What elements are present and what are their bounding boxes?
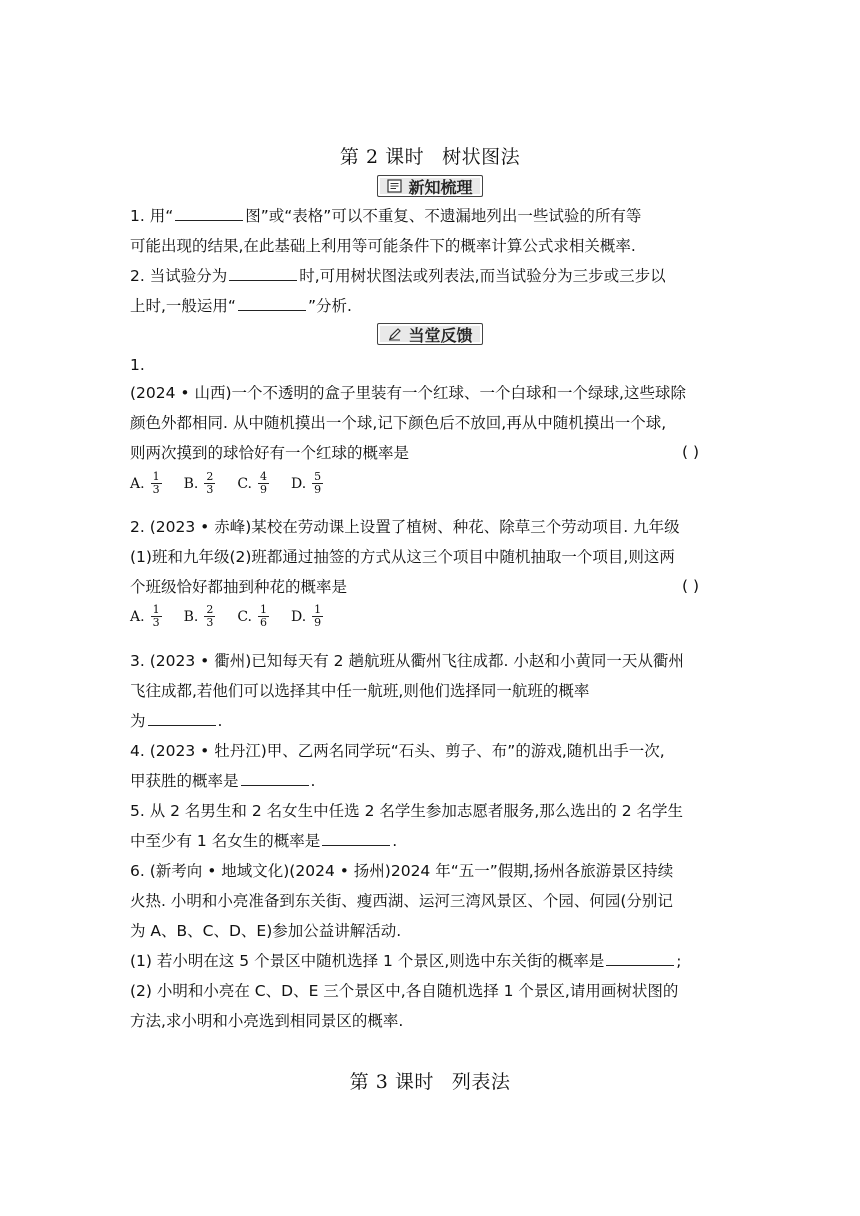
text: 中至少有 1 名女生的概率是 [130,832,321,850]
text: . [217,712,223,730]
badge-label: 新知梳理 [408,177,473,197]
badge-label: 当堂反馈 [408,325,473,345]
fraction [151,471,162,496]
q2-line-1: 2. (2023 • 赤峰)某校在劳动课上设置了植树、种花、除草三个劳动项目. 九年级 [130,518,680,536]
q6-line-1: 6. (新考向 • 地域文化)(2024 • 扬州)2024 年“五一”假期,扬州各旅游景区持续 [130,862,674,880]
text: (1) 若小明在这 5 个景区中随机选择 1 个景区,则选中东关街的概率是 [130,952,605,970]
numerator: 1 [152,603,160,616]
fraction [258,604,269,629]
text: 甲获胜的概率是 [130,772,239,790]
lesson-2-title [0,142,860,169]
lesson-2-label: 第 2 课时 [339,146,425,168]
q3-line-3 [130,711,222,731]
fraction [258,471,269,496]
text: ; [676,952,682,970]
denominator: 3 [152,616,160,629]
option-d[interactable] [291,471,323,496]
q4-line-1: 4. (2023 • 牡丹江)甲、乙两名同学玩“石头、剪子、布”的游戏,随机出手一次, [130,742,665,760]
denominator: 6 [259,616,267,629]
denominator: 3 [206,483,214,496]
q1-line-2: 颜色外都相同. 从中随机摸出一个球,记下颜色后不放回,再从中随机摸出一个球, [130,414,667,432]
option-letter: C. [237,475,252,492]
pen-icon [387,327,402,341]
knowledge-line-2: 可能出现的结果,在此基础上利用等可能条件下的概率计算公式求相关概率. [130,237,636,255]
q4-line-2 [130,771,315,791]
q2-line-2: (1)班和九年级(2)班都通过抽签的方式从这三个项目中随机抽取一个项目,则这两 [130,548,675,566]
q2-options [130,604,345,629]
answer-blank[interactable] [238,296,306,311]
fraction [204,604,215,629]
numerator: 2 [206,470,214,483]
text: . [392,832,398,850]
text: 时,可用树状图法或列表法,而当试验分为三步或三步以 [299,267,666,285]
denominator: 3 [206,616,214,629]
lesson-3-topic: 列表法 [451,1071,511,1093]
numerator: 1 [314,603,322,616]
lesson-2-topic: 树状图法 [442,146,521,168]
answer-blank[interactable] [175,206,243,221]
option-letter: B. [183,475,199,492]
knowledge-line-1 [130,206,641,226]
option-a[interactable] [130,604,162,629]
fraction [204,471,215,496]
q1-options [130,471,345,496]
option-d[interactable] [291,604,323,629]
q5-line-1: 5. 从 2 名男生和 2 名女生中任选 2 名学生参加志愿者服务,那么选出的 2 名学生 [130,802,684,820]
numerator: 1 [152,470,160,483]
denominator: 9 [314,616,322,629]
option-letter: D. [290,608,307,625]
option-a[interactable] [130,471,162,496]
option-letter: A. [130,475,145,492]
lesson-3-label: 第 3 课时 [349,1071,434,1093]
q1-line-3: 则两次摸到的球恰好有一个红球的概率是 [130,444,410,462]
option-b[interactable] [184,471,216,496]
section-badge-new-knowledge [377,175,483,197]
option-b[interactable] [184,604,216,629]
q5-line-2 [130,831,397,851]
answer-blank[interactable] [241,771,309,786]
option-letter: D. [290,475,307,492]
text: 1. 用“ [130,207,174,225]
numerator: 2 [206,603,214,616]
q3-line-1: 3. (2023 • 衢州)已知每天有 2 趟航班从衢州飞往成都. 小赵和小黄同一天从衢州 [130,652,684,670]
q3-line-2: 飞往成都,若他们可以选择其中任一航班,则他们选择同一航班的概率 [130,682,590,700]
text: 图”或“表格”可以不重复、不遗漏地列出一些试验的所有等 [245,207,642,225]
q6-line-4 [130,951,681,971]
q6-line-2: 火热. 小明和小亮准备到东关街、瘦西湖、运河三湾风景区、个园、何园(分别记 [130,892,673,910]
answer-blank[interactable] [322,831,390,846]
q6-line-5: (2) 小明和小亮在 C、D、E 三个景区中,各自随机选择 1 个景区,请用画树状图的 [130,982,679,1000]
denominator: 9 [314,483,322,496]
text: ”分析. [307,297,352,315]
q6-line-6: 方法,求小明和小亮选到相同景区的概率. [130,1012,404,1030]
text: . [310,772,316,790]
q2-line-3: 个班级恰好都抽到种花的概率是 [130,578,348,596]
fraction [312,604,323,629]
q6-line-3: 为 A、B、C、D、E)参加公益讲解活动. [130,922,402,940]
section-badge-feedback [377,323,483,345]
text: 为 [130,712,146,730]
text: 2. 当试验分为 [130,267,228,285]
answer-blank[interactable] [148,711,216,726]
denominator: 9 [259,483,267,496]
q1-number: 1. [130,356,145,374]
numerator: 1 [259,603,267,616]
knowledge-line-3 [130,266,666,286]
option-letter: C. [237,608,252,625]
q1-answer-paren[interactable]: ( ) [682,443,700,461]
numerator: 4 [259,470,267,483]
text: 上时,一般运用“ [130,297,236,315]
knowledge-line-4 [130,296,352,316]
option-c[interactable] [237,604,269,629]
option-c[interactable] [237,471,269,496]
answer-blank[interactable] [229,266,297,281]
fraction [151,604,162,629]
q1-line-1: (2024 • 山西)一个不透明的盒子里装有一个红球、一个白球和一个绿球,这些球除 [130,384,686,402]
q2-answer-paren[interactable]: ( ) [682,577,700,595]
option-letter: A. [130,608,145,625]
denominator: 3 [152,483,160,496]
lesson-3-title [0,1067,860,1094]
numerator: 5 [314,470,322,483]
book-icon [387,179,402,193]
fraction [312,471,323,496]
answer-blank[interactable] [606,951,674,966]
option-letter: B. [183,608,199,625]
